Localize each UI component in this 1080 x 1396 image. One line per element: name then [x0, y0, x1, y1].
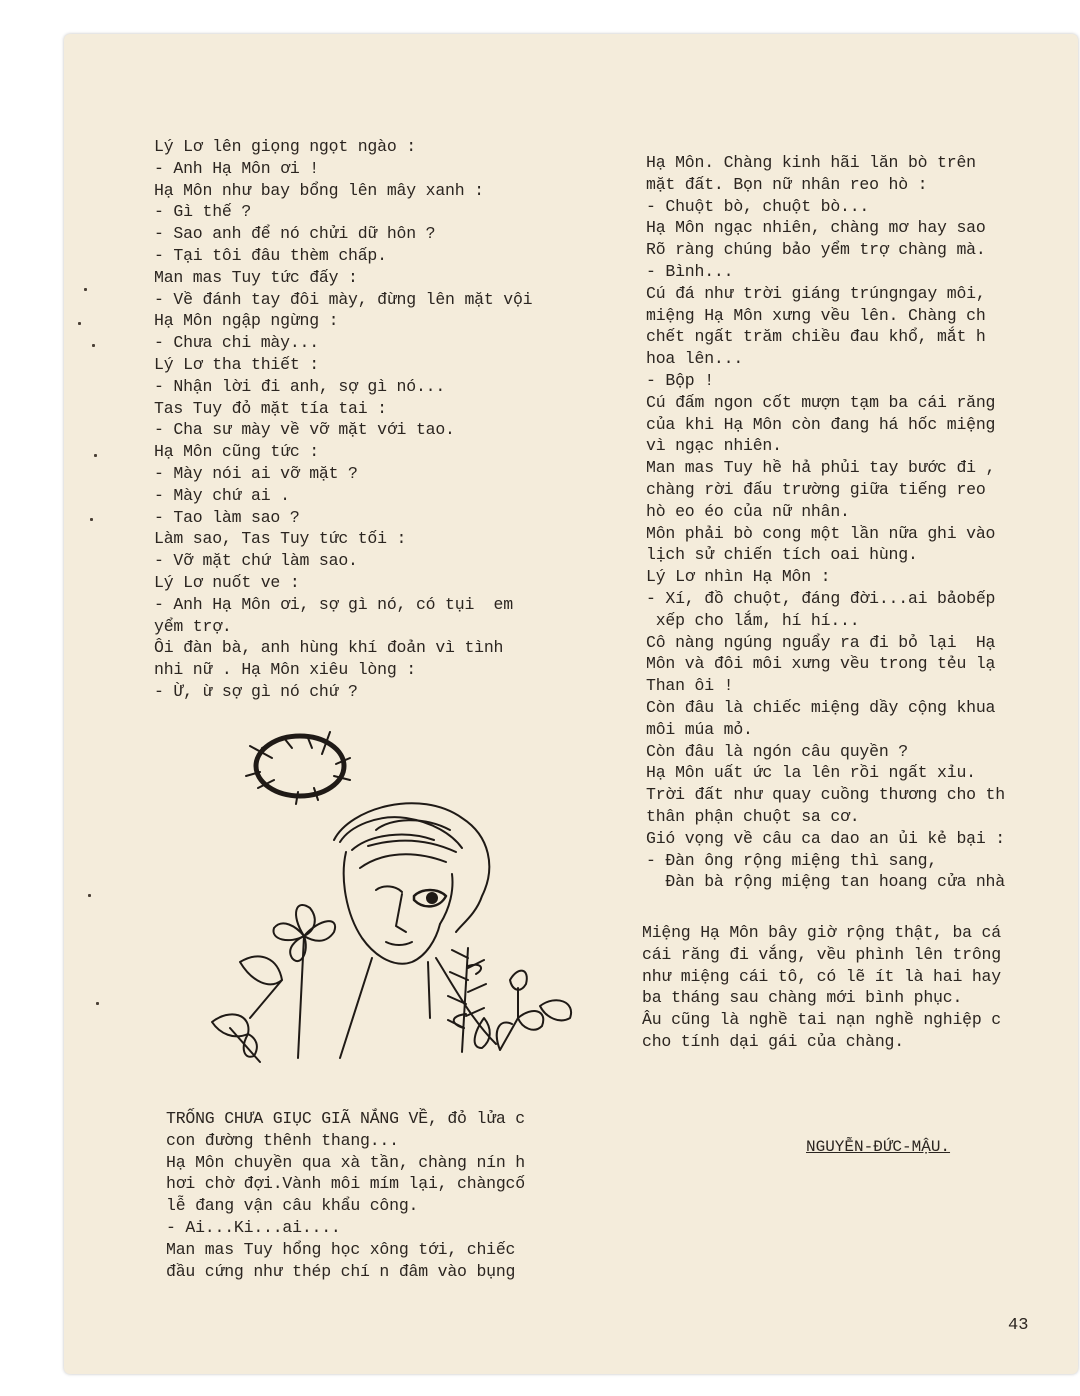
text-line: Man mas Tuy tức đấy :	[154, 267, 358, 287]
text-line: Cô nàng ngúng nguẩy ra đi bỏ lại Hạ	[646, 632, 996, 652]
text-line: yểm trợ.	[154, 616, 232, 636]
text-line: - Bình...	[646, 261, 734, 281]
text-line: - Chưa chi mày...	[154, 333, 319, 353]
text-line: chàng rời đấu trường giữa tiếng reo	[646, 479, 986, 499]
text-line: Lý Lơ nhìn Hạ Môn :	[646, 567, 831, 587]
text-line: hò eo éo của nữ nhân.	[646, 501, 850, 521]
text-line: lễ đang vận câu khẩu công.	[166, 1196, 419, 1216]
text-line: nhi nữ . Hạ Môn xiêu lòng :	[154, 660, 416, 680]
text-line: hoa lên...	[646, 349, 744, 369]
woman-with-flowers-illustration	[200, 718, 590, 1068]
woman-face-drawing	[334, 803, 496, 1058]
text-line: chết ngất trăm chiều đau khổ, mắt h	[646, 327, 986, 347]
text-line: Đàn bà rộng miệng tan hoang cửa nhà	[646, 872, 1005, 892]
text-line: môi múa mỏ.	[646, 719, 753, 739]
text-line: Hạ Môn. Chàng kinh hãi lăn bò trên	[646, 153, 976, 172]
ink-mark	[88, 894, 91, 897]
text-line: như miệng cái tô, có lẽ ít là hai hay	[642, 966, 1001, 986]
text-line: - Về đánh tay đôi mày, đừng lên mặt vội	[154, 289, 533, 309]
text-line: Ôi đàn bà, anh hùng khí đoản vì tình	[154, 638, 504, 658]
text-line: đầu cứng như thép chí n đâm vào bụng	[166, 1261, 516, 1281]
text-line: Còn đâu là chiếc miệng dầy cộng khua	[646, 697, 996, 717]
text-line: Man mas Tuy hề hả phủi tay bước đi ,	[646, 458, 996, 478]
text-line: Tas Tuy đỏ mặt tía tai :	[154, 398, 387, 418]
text-line: - Ừ, ừ sợ gì nó chứ ?	[154, 681, 358, 701]
right-closing-paragraph	[642, 922, 1052, 1053]
text-line: mặt đất. Bọn nữ nhân reo hò :	[646, 174, 928, 194]
text-line: miệng Hạ Môn xưng vều lên. Chàng ch	[646, 305, 986, 325]
text-line: - Tao làm sao ?	[154, 507, 300, 527]
text-line: hơi chờ đợi.Vành môi mím lại, chàngcố	[166, 1174, 525, 1194]
text-line: Hạ Môn ngập ngừng :	[154, 311, 339, 331]
text-line: Môn và đôi môi xưng vều trong tẻu lạ	[646, 654, 996, 674]
text-line: Hạ Môn cũng tức :	[154, 442, 319, 462]
text-line: Than ôi !	[646, 676, 734, 696]
right-text-column	[646, 152, 1056, 893]
text-line: Lý Lơ lên giọng ngọt ngào :	[154, 137, 416, 156]
text-line: Làm sao, Tas Tuy tức tối :	[154, 529, 407, 549]
text-line: - Đàn ông rộng miệng thì sang,	[646, 850, 938, 870]
text-line: Âu cũng là nghề tai nạn nghề nghiệp c	[642, 1010, 1001, 1030]
text-line: con đường thênh thang...	[166, 1130, 399, 1150]
text-line: thân phận chuột sa cơ.	[646, 806, 860, 826]
text-line: - Anh Hạ Môn ơi, sợ gì nó, có tụi em	[154, 594, 513, 614]
author-signature: NGUYỄN-ĐỨC-MẬU.	[806, 1138, 951, 1156]
thorn-wreath-drawing	[246, 732, 350, 804]
left-text-column	[154, 136, 594, 703]
text-line: Hạ Môn ngạc nhiên, chàng mơ hay sao	[646, 218, 986, 238]
text-line: - Sao anh để nó chửi dữ hôn ?	[154, 224, 436, 244]
text-line: Còn đâu là ngón câu quyền ?	[646, 741, 908, 761]
text-line: cho tính dại gái của chàng.	[642, 1031, 904, 1051]
text-line: - Mày nói ai vỡ mặt ?	[154, 463, 358, 483]
text-line: Miệng Hạ Môn bây giờ rộng thật, ba cá	[642, 923, 1001, 942]
ink-mark	[94, 454, 97, 457]
text-line: Hạ Môn chuyền qua xà tần, chàng nín h	[166, 1152, 525, 1172]
text-line: - Vỡ mặt chứ làm sao.	[154, 551, 358, 571]
text-line: của khi Hạ Môn còn đang há hốc miệng	[646, 414, 996, 434]
text-line: - Nhận lời đi anh, sợ gì nó...	[154, 376, 446, 396]
text-line: Môn phải bò cong một lần nữa ghi vào	[646, 523, 996, 543]
text-line: - Mày chứ ai .	[154, 485, 290, 505]
text-line: Rõ ràng chúng bảo yểm trợ chàng mà.	[646, 240, 986, 260]
text-line: - Chuột bò, chuột bò...	[646, 196, 870, 216]
page-number: 43	[1008, 1316, 1029, 1335]
ink-mark	[90, 518, 93, 521]
text-line: - Ai...Ki...ai....	[166, 1217, 341, 1237]
text-line: - Anh Hạ Môn ơi !	[154, 158, 319, 178]
text-line: Hạ Môn uất ức la lên rồi ngất xỉu.	[646, 763, 976, 783]
text-line: vì ngạc nhiên.	[646, 436, 782, 456]
text-line: Cú đấm ngon cốt mượn tạm ba cái răng	[646, 392, 996, 412]
text-line: - Xí, đồ chuột, đáng đời...ai bảobếp	[646, 588, 996, 608]
text-line: Trời đất như quay cuồng thương cho th	[646, 785, 1005, 805]
text-line: - Tại tôi đâu thèm chấp.	[154, 245, 387, 265]
text-line: xếp cho lắm, hí hí...	[646, 610, 860, 630]
text-line: Man mas Tuy hổng học xông tới, chiếc	[166, 1239, 516, 1259]
flowers-drawing	[212, 905, 571, 1062]
ink-mark	[92, 344, 95, 347]
text-line: lịch sử chiến tích oai hùng.	[646, 545, 918, 565]
text-line: - Gì thế ?	[154, 202, 252, 222]
text-line: TRỐNG CHƯA GIỤC GIÃ NẮNG VỀ, đỏ lửa c	[166, 1109, 525, 1128]
text-line: Lý Lơ tha thiết :	[154, 354, 319, 374]
text-line: cái răng đi vắng, vều phình lên trông	[642, 944, 1001, 964]
text-line: - Bộp !	[646, 370, 714, 390]
bottom-left-text-column	[166, 1108, 586, 1282]
ink-mark	[78, 322, 81, 325]
text-line: Gió vọng về câu ca dao an ủi kẻ bại :	[646, 828, 1005, 848]
ink-mark	[84, 288, 87, 291]
text-line: Lý Lơ nuốt ve :	[154, 572, 300, 592]
text-line: Cú đá như trời giáng trúngngay môi,	[646, 283, 986, 303]
ink-mark	[96, 1002, 99, 1005]
text-line: ba tháng sau chàng mới bình phục.	[642, 988, 963, 1008]
text-line: - Cha sư mày về vỡ mặt với tao.	[154, 420, 455, 440]
text-line: Hạ Môn như bay bổng lên mây xanh :	[154, 180, 484, 200]
